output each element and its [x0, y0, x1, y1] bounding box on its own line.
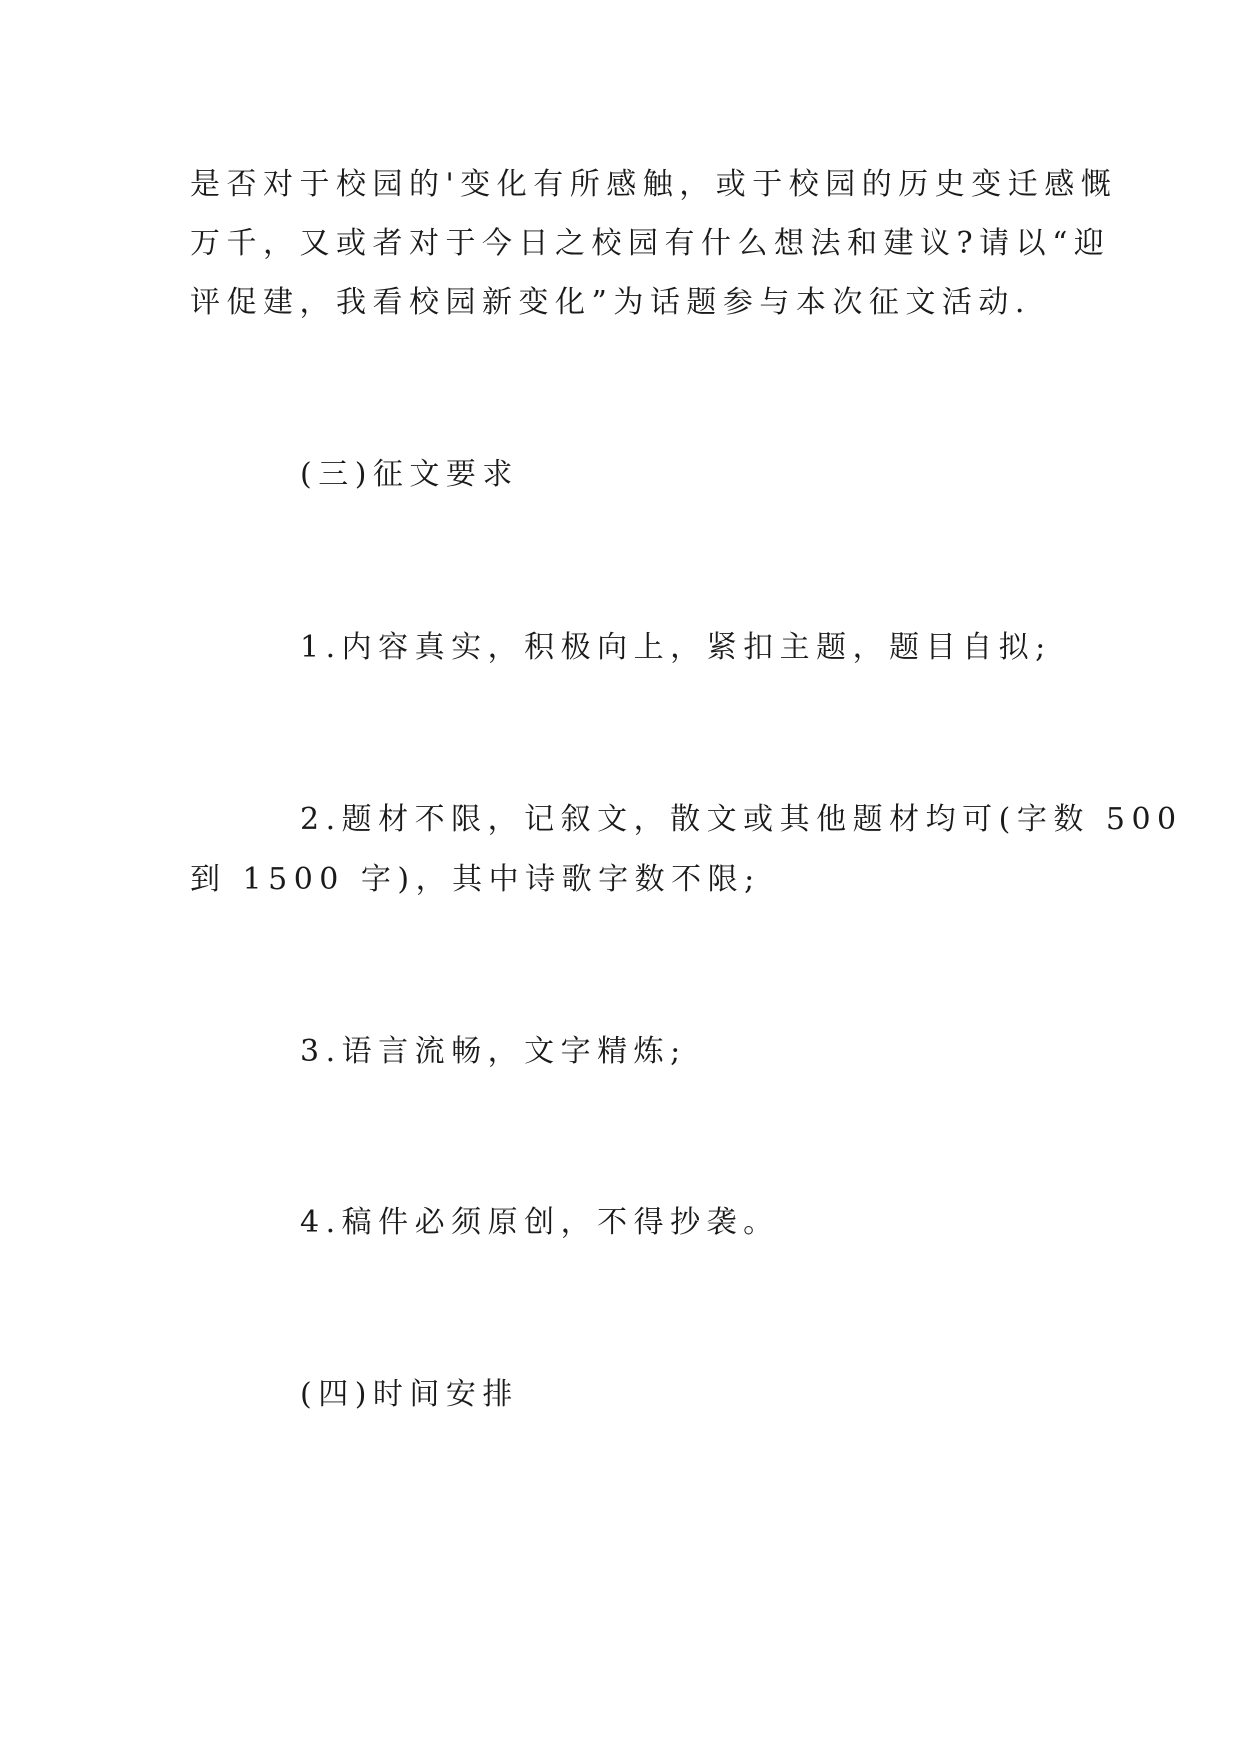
requirement-1: 1.内容真实，积极向上，紧扣主题，题目自拟; — [300, 630, 1052, 665]
section-4-heading: (四)时间安排 — [300, 1377, 519, 1412]
requirement-3: 3.语言流畅，文字精炼; — [300, 1034, 687, 1069]
requirement-2-line-2: 到 1500 字)，其中诗歌字数不限; — [190, 862, 761, 897]
intro-line-1: 是否对于校园的'变化有所感触，或于校园的历史变迁感慨 — [190, 167, 1118, 202]
requirement-2-line-1: 2.题材不限，记叙文，散文或其他题材均可(字数 500 — [300, 802, 1183, 837]
section-3-heading: (三)征文要求 — [300, 457, 519, 492]
intro-line-2: 万千，又或者对于今日之校园有什么想法和建议?请以“迎 — [190, 226, 1111, 261]
intro-line-3: 评促建，我看校园新变化”为话题参与本次征文活动. — [190, 285, 1031, 320]
requirement-4: 4.稿件必须原创，不得抄袭。 — [300, 1205, 780, 1240]
